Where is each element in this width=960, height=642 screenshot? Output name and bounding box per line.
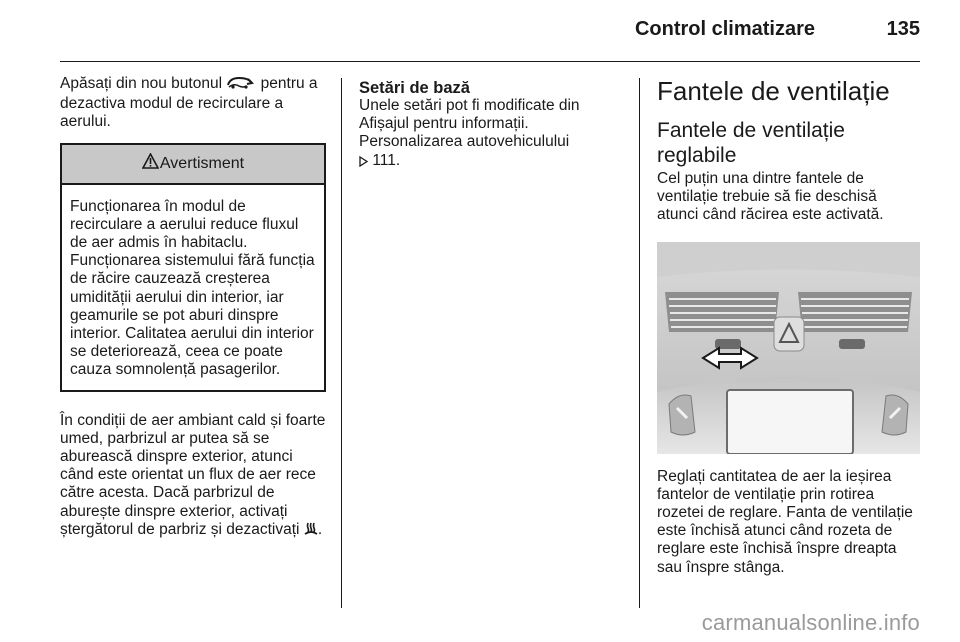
dashboard-vents-illustration (657, 242, 920, 454)
right-vent-wheel (839, 339, 865, 349)
header-title: Control climatizare (634, 18, 815, 40)
section-title-basic-settings: Setări de bază (359, 79, 470, 97)
hazard-button (774, 317, 804, 351)
warning-triangle-icon (142, 153, 159, 174)
warning-text: Funcționarea în modul de recirculare a aerului reduce fluxul de aer admis în habitaclu. Funcționarea sistemului fără funcția de răcire cauzează creșterea umidității aerului din interior, iar geamurile se pot aburi dinspre interior. Calitatea aerului din interior se deteriorează, ceea ce poate cauza somnolență pasagerilor. (70, 197, 315, 379)
column-divider-left (341, 78, 342, 608)
basic-settings-text: Unele setări pot fi modificate din Afișajul pentru informații. Personalizarea autovehiculului 111. (359, 97, 629, 172)
column-3 (657, 76, 920, 577)
page-reference-icon (359, 154, 368, 172)
windscreen-defrost-icon (304, 522, 318, 541)
page-reference[interactable]: 111. (372, 151, 401, 169)
chapter-heading: Fantele de ventilație (657, 76, 890, 106)
left-vent (665, 292, 779, 332)
column-2 (359, 79, 629, 172)
header-rule (60, 61, 920, 62)
vents-intro-text: Cel puțin una dintre fantele de ventilație trebuie să fie deschisă atunci când răcirea este activată. (657, 170, 884, 224)
watermark: carmanualsonline.info (701, 610, 920, 635)
warning-box (60, 143, 326, 392)
vents-adjust-text: Reglați cantitatea de aer la ieșirea fantelor de ventilație prin rotirea rozetei de reglare. Fanta de ventilație este închisă atunci când rozeta de reglare este închisă înspre dreapta sau înspre stânga. (657, 467, 913, 576)
display-screen (727, 390, 853, 454)
warning-header (62, 145, 324, 185)
section-heading: Fantele de ventilație reglabile (657, 119, 845, 167)
column-1 (60, 75, 326, 541)
right-vent (798, 292, 912, 332)
warning-title: Avertisment (159, 154, 245, 172)
defog-paragraph: În condiții de aer ambiant cald și foarte umed, parbrizul ar putea să se aburească dinspre exterior, atunci când este orientat un flux de aer rece către acesta. Dacă parbrizul de aburește dinspre exterior, activați ștergătorul de parbriz și dezactivați . (60, 412, 326, 541)
column-divider-right (639, 78, 640, 608)
recirculation-icon (226, 76, 256, 95)
page-number: 135 (886, 18, 920, 40)
intro-paragraph: Apăsați din nou butonul pentru a dezactiva modul de recirculare a aerului. (60, 75, 318, 131)
